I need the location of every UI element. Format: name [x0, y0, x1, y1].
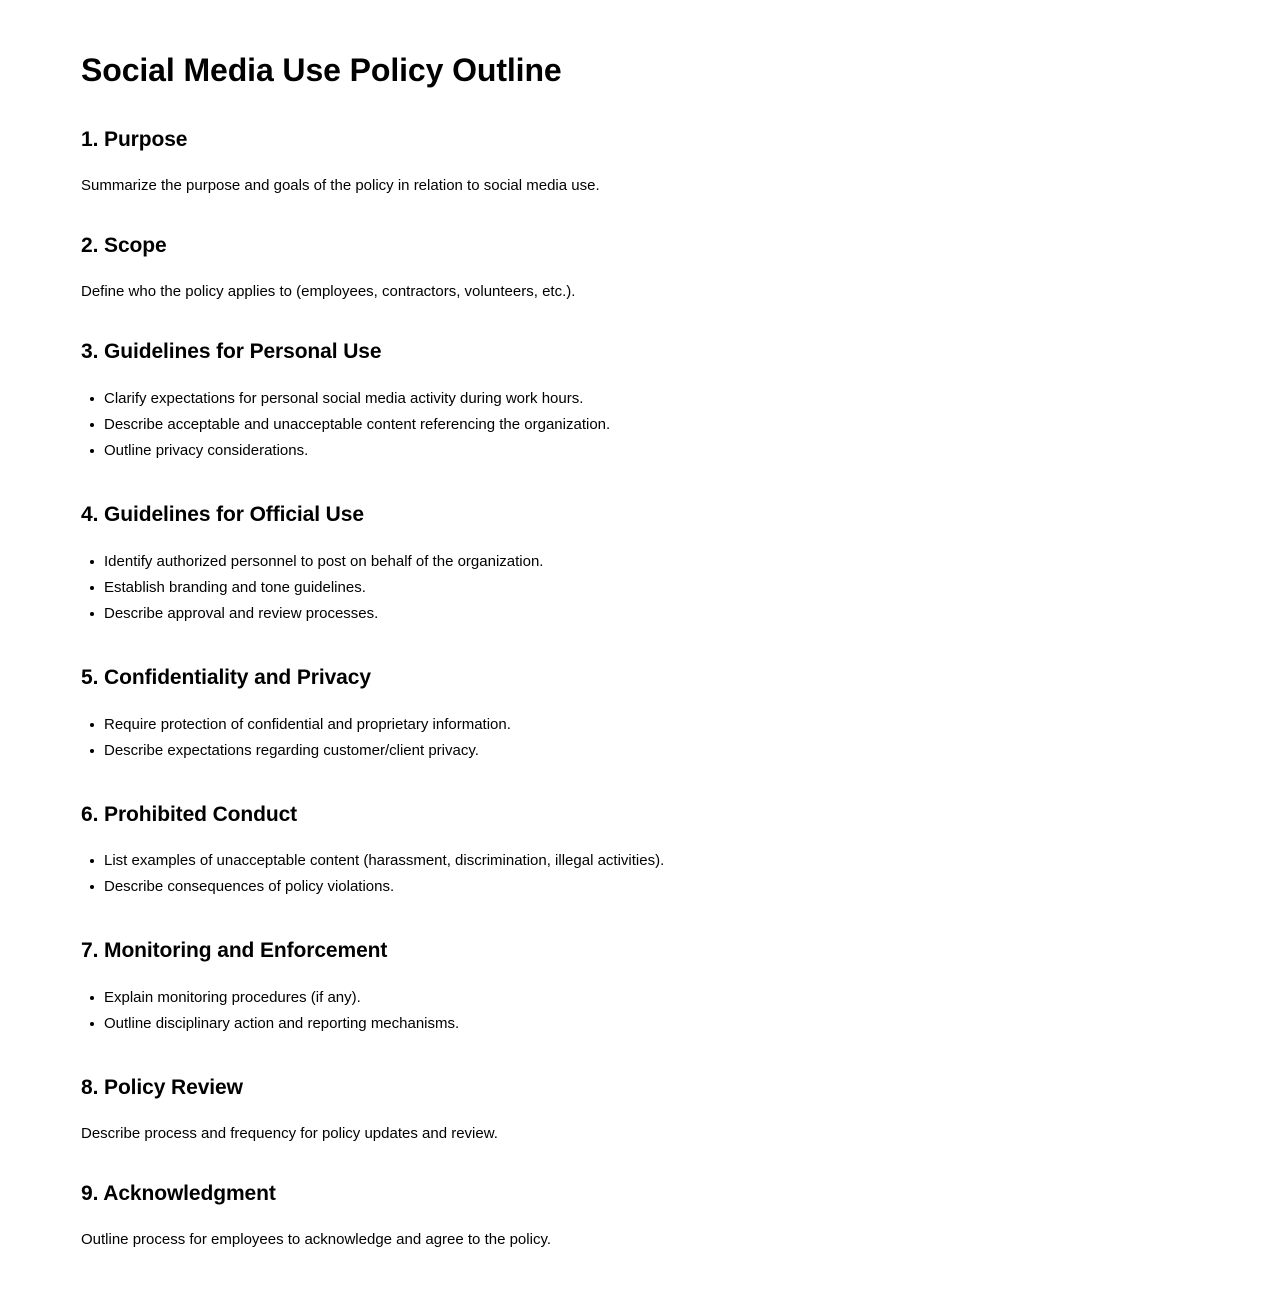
bullet-disc-icon: [90, 612, 94, 616]
list-item-label: Require protection of confidential and proprietary information.: [104, 715, 511, 733]
list-item-label: Describe acceptable and unacceptable content referencing the organization.: [104, 416, 611, 434]
bullet-disc-icon: [90, 586, 94, 590]
list-item-label: List examples of unacceptable content (harassment, discrimination, illegal activities).: [104, 852, 665, 870]
list-item: [81, 1011, 1198, 1037]
bullet-disc-icon: [90, 423, 94, 427]
section-paragraph: Define who the policy applies to (employees, contractors, volunteers, etc.).: [81, 282, 576, 300]
section-heading: 5. Confidentiality and Privacy: [81, 665, 371, 689]
sections-container: [81, 128, 1198, 1250]
list-item: [81, 985, 1198, 1011]
list-item: [81, 874, 1198, 900]
section-bullet-list: [81, 848, 1198, 900]
list-item-label: Describe expectations regarding customer/client privacy.: [104, 741, 479, 759]
bullet-disc-icon: [90, 397, 94, 401]
policy-section: [81, 503, 1198, 627]
list-item: [81, 549, 1198, 575]
list-item: [81, 438, 1198, 464]
section-bullet-list: [81, 712, 1198, 764]
bullet-disc-icon: [90, 1022, 94, 1026]
policy-section: [81, 939, 1198, 1037]
list-item-label: Describe consequences of policy violations.: [104, 878, 395, 896]
bullet-disc-icon: [90, 859, 94, 863]
list-item: [81, 848, 1198, 874]
bullet-disc-icon: [90, 723, 94, 727]
section-heading: 2. Scope: [81, 234, 167, 258]
section-heading: 4. Guidelines for Official Use: [81, 503, 364, 527]
list-item-label: Outline disciplinary action and reporting mechanisms.: [104, 1015, 460, 1033]
section-heading: 6. Prohibited Conduct: [81, 802, 298, 826]
section-heading: 8. Policy Review: [81, 1076, 243, 1100]
bullet-disc-icon: [90, 885, 94, 889]
policy-section: [81, 340, 1198, 464]
list-item: [81, 601, 1198, 627]
policy-section: [81, 1182, 1198, 1249]
section-bullet-list: [81, 985, 1198, 1037]
list-item-label: Establish branding and tone guidelines.: [104, 578, 366, 596]
bullet-disc-icon: [90, 560, 94, 564]
section-paragraph: Describe process and frequency for policy updates and review.: [81, 1124, 498, 1142]
list-item: [81, 738, 1198, 764]
list-item-label: Clarify expectations for personal social media activity during work hours.: [104, 390, 584, 408]
page-title: Social Media Use Policy Outline: [81, 52, 562, 88]
list-item: [81, 575, 1198, 601]
section-heading: 1. Purpose: [81, 127, 188, 151]
policy-section: [81, 128, 1198, 195]
policy-section: [81, 234, 1198, 301]
section-bullet-list: [81, 386, 1198, 464]
list-item-label: Explain monitoring procedures (if any).: [104, 989, 361, 1007]
bullet-disc-icon: [90, 996, 94, 1000]
list-item: [81, 412, 1198, 438]
list-item-label: Identify authorized personnel to post on behalf of the organization.: [104, 552, 544, 570]
list-item-label: Describe approval and review processes.: [104, 604, 379, 622]
list-item: [81, 712, 1198, 738]
section-paragraph: Summarize the purpose and goals of the policy in relation to social media use.: [81, 176, 600, 194]
policy-section: [81, 666, 1198, 764]
list-item: [81, 386, 1198, 412]
section-heading: 9. Acknowledgment: [81, 1182, 276, 1206]
section-heading: 3. Guidelines for Personal Use: [81, 340, 382, 364]
policy-section: [81, 803, 1198, 901]
bullet-disc-icon: [90, 449, 94, 453]
list-item-label: Outline privacy considerations.: [104, 442, 309, 460]
section-paragraph: Outline process for employees to acknowledge and agree to the policy.: [81, 1231, 551, 1249]
section-heading: 7. Monitoring and Enforcement: [81, 939, 388, 963]
policy-section: [81, 1076, 1198, 1143]
section-bullet-list: [81, 549, 1198, 627]
bullet-disc-icon: [90, 749, 94, 753]
